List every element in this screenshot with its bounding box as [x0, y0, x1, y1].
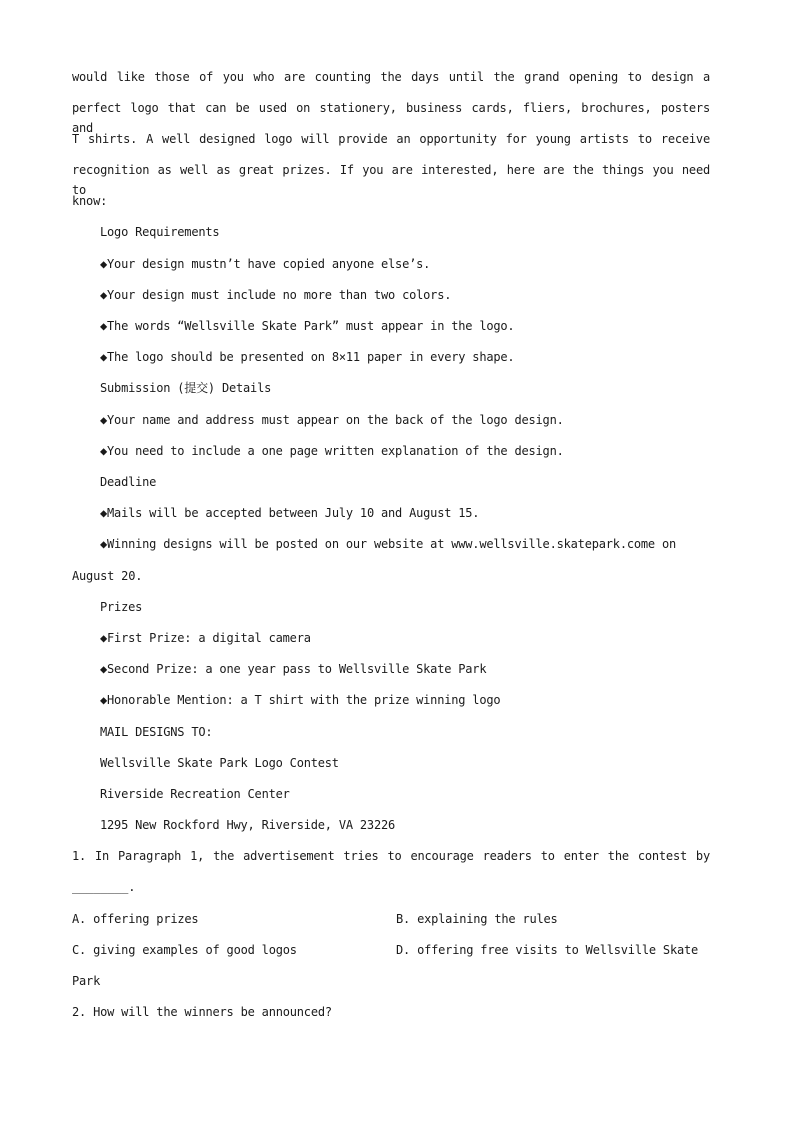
intro-line-3: T shirts. A well designed logo will provide an opportunity for young artists to receive — [72, 132, 710, 146]
intro-line-5: know: — [72, 194, 108, 208]
deadline-item-2-continued: August 20. — [72, 569, 143, 583]
mail-heading: MAIL DESIGNS TO: — [100, 725, 213, 739]
option-d: D. offering free visits to Wellsville Skate — [396, 943, 699, 957]
prize-item-3: ◆ Honorable Mention: a T shirt with the prize winning logo — [100, 690, 710, 710]
intro-line-4: recognition as well as great prizes. If you are interested, here are the things you need to — [72, 163, 710, 197]
question-1: 1. In Paragraph 1, the advertisement tries to encourage readers to enter the contest by — [72, 849, 710, 863]
deadline-item-1: ◆ Mails will be accepted between July 10 and August 15. — [100, 503, 710, 523]
option-c: C. giving examples of good logos — [72, 943, 297, 957]
option-d-continued: Park — [72, 974, 101, 988]
question-2: 2. How will the winners be announced? — [72, 1005, 332, 1019]
requirement-item-2: ◆ Your design must include no more than two colors. — [100, 285, 710, 305]
submission-item-1: ◆ Your name and address must appear on the back of the logo design. — [100, 410, 710, 430]
prize-item-2: ◆ Second Prize: a one year pass to Wellsville Skate Park — [100, 659, 710, 679]
deadline-heading: Deadline — [100, 475, 157, 489]
intro-line-2: perfect logo that can be used on stationery, business cards, fliers, brochures, posters and — [72, 101, 710, 135]
intro-line-1: would like those of you who are counting the days until the grand opening to design a — [72, 70, 710, 84]
requirement-item-3: ◆ The words “Wellsville Skate Park” must appear in the logo. — [100, 316, 710, 336]
option-b: B. explaining the rules — [396, 912, 558, 926]
deadline-item-2: ◆ Winning designs will be posted on our website at www.wellsville.skatepark.come on — [100, 534, 710, 554]
submission-heading: Submission (提交) Details — [100, 381, 272, 395]
option-a: A. offering prizes — [72, 912, 199, 926]
mail-line-1: Wellsville Skate Park Logo Contest — [100, 756, 339, 770]
mail-line-2: Riverside Recreation Center — [100, 787, 290, 801]
requirement-item-4: ◆ The logo should be presented on 8×11 paper in every shape. — [100, 347, 710, 367]
requirement-item-1: ◆ Your design mustn’t have copied anyone else’s. — [100, 254, 710, 274]
submission-item-2: ◆ You need to include a one page written explanation of the design. — [100, 441, 710, 461]
question-1-blank: ________. — [72, 880, 136, 894]
prizes-heading: Prizes — [100, 600, 143, 614]
mail-line-3: 1295 New Rockford Hwy, Riverside, VA 23226 — [100, 818, 396, 832]
logo-requirements-heading: Logo Requirements — [100, 225, 220, 239]
prize-item-1: ◆ First Prize: a digital camera — [100, 628, 710, 648]
